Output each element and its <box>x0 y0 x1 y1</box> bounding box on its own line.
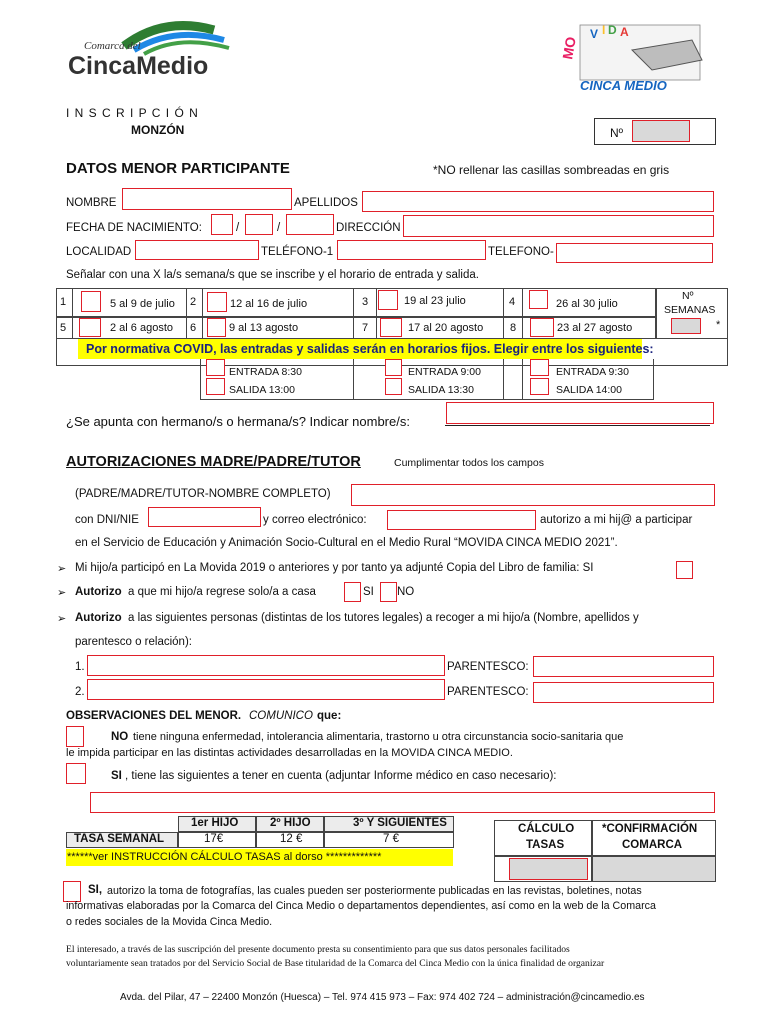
fecha-label: FECHA DE NACIMIENTO: <box>66 222 202 234</box>
direccion-label: DIRECCIÓN <box>336 222 401 234</box>
hermanos-line <box>445 425 710 426</box>
week-6-label: 9 al 13 agosto <box>229 322 299 334</box>
persona-1-label: 1. <box>75 661 85 673</box>
bullet-arrow-icon: ➢ <box>57 563 67 575</box>
gray-note: *NO rellenar las casillas sombreadas en gris <box>433 163 670 177</box>
salida-2-check[interactable] <box>385 378 402 395</box>
salida-1-check[interactable] <box>206 378 225 395</box>
calculo-tasas-field[interactable] <box>509 858 588 880</box>
obs-no-check[interactable] <box>66 726 84 747</box>
tasas-v2: 12 € <box>280 833 303 845</box>
senalar-text: Señalar con una X la/s semana/s que se inscribe y el horario de entrada y salida. <box>66 269 479 281</box>
obs-no-text: tiene ninguna enfermedad, intolerancia alimentaria, trastorno u otra circunstancia socio-sanitaria que <box>133 731 624 743</box>
movida-logo <box>559 20 712 100</box>
week-4-check[interactable] <box>529 290 548 309</box>
week-1-number: 1 <box>60 296 67 308</box>
week-3-label: 19 al 23 julio <box>404 295 466 307</box>
salida-1-label: SALIDA 13:00 <box>229 384 295 396</box>
covid-text: Por normativa COVID, las entradas y salidas serán en horarios fijos. Elegir entre los siguientes: <box>86 342 654 356</box>
week-8-check[interactable] <box>530 318 554 337</box>
week-5-check[interactable] <box>79 318 101 337</box>
tasas-nota: ******ver INSTRUCCIÓN CÁLCULO TASAS al dorso ************* <box>67 851 382 863</box>
persona-1-field[interactable] <box>87 655 445 676</box>
obs-si-bold: SI <box>111 770 122 782</box>
autorizo-personas-bold: Autorizo <box>75 612 122 624</box>
week-1-label: 5 al 9 de julio <box>110 298 175 310</box>
horario-sep <box>522 359 523 400</box>
obs-no-bold: NO <box>111 731 129 743</box>
tasas-h2: 2º HIJO <box>270 817 311 829</box>
horario-sep <box>353 359 354 400</box>
libro-familia-text: Mi hijo/a participó en La Movida 2019 o anteriores y por tanto ya adjunté Copia del Libro de familia: SI <box>75 562 594 574</box>
fotos-text1: autorizo la toma de fotografías, las cuales pueden ser posteriormente publicadas en las revistas, boletines, notas <box>107 885 642 897</box>
week-8-label: 23 al 27 agosto <box>557 322 633 334</box>
fecha-slash-1: / <box>236 222 240 234</box>
tasas-h1: 1er HIJO <box>191 817 239 829</box>
num-semanas-field[interactable] <box>671 318 701 334</box>
nombre-field[interactable] <box>122 188 292 210</box>
movida-logo-sub: CINCA MEDIO <box>580 78 667 93</box>
obs-si-text: , tiene las siguientes a tener en cuenta (adjuntar Informe médico en caso necesario): <box>125 770 557 782</box>
week-sep <box>202 288 203 339</box>
fecha-month-field[interactable] <box>245 214 273 235</box>
svg-text:D: D <box>608 23 617 37</box>
entrada-3-check[interactable] <box>530 359 549 376</box>
week-5-number: 5 <box>60 322 67 334</box>
obs-si-check[interactable] <box>66 763 86 784</box>
parentesco-1-field[interactable] <box>533 656 714 677</box>
tasas-row: TASA SEMANAL <box>74 833 165 845</box>
fotos-si-check[interactable] <box>63 881 81 902</box>
footer-address: Avda. del Pilar, 47 – 22400 Monzón (Huesca) – Tel. 974 415 973 – Fax: 974 402 724 – administración@cincamedio.es <box>120 992 645 1003</box>
entrada-2-check[interactable] <box>385 359 402 376</box>
numero-label: Nº <box>610 126 624 140</box>
entrada-1-label: ENTRADA 8:30 <box>229 366 302 378</box>
entrada-1-check[interactable] <box>206 359 225 376</box>
week-6-check[interactable] <box>207 318 226 337</box>
comarca-logo <box>64 16 239 84</box>
correo-label: y correo electrónico: <box>263 514 367 526</box>
persona-2-field[interactable] <box>87 679 445 700</box>
localidad-label: LOCALIDAD <box>66 246 132 258</box>
libro-familia-si-check[interactable] <box>676 561 693 579</box>
servicio-text: en el Servicio de Educación y Animación Socio-Cultural en el Medio Rural “MOVIDA CINCA MEDIO 2021”. <box>75 537 618 549</box>
num-semanas-label1: Nº <box>682 290 694 302</box>
place-label: MONZÓN <box>131 123 185 137</box>
confirm-label1: *CONFIRMACIÓN <box>602 823 698 835</box>
week-2-check[interactable] <box>207 292 227 312</box>
week-4-number: 4 <box>509 296 516 308</box>
localidad-field[interactable] <box>135 240 259 260</box>
obs-comunico: COMUNICO <box>249 710 313 722</box>
telefono1-field[interactable] <box>337 240 486 260</box>
casa-no-check[interactable] <box>380 582 397 602</box>
parentesco-1-label: PARENTESCO: <box>447 661 529 673</box>
week-sep <box>186 288 187 339</box>
comarca-logo-line2: CincaMedio <box>68 52 209 80</box>
week-7-label: 17 al 20 agosto <box>408 322 484 334</box>
telefono1-label: TELÉFONO-1 <box>261 246 334 258</box>
obs-detalle-field[interactable] <box>90 792 715 813</box>
parentesco-2-field[interactable] <box>533 682 714 703</box>
autorizo-casa-text: a que mi hijo/a regrese solo/a a casa <box>128 586 316 598</box>
tutor-nombre-field[interactable] <box>351 484 715 506</box>
calculo-label2: TASAS <box>526 839 565 851</box>
legal-line2: voluntariamente sean tratados por del Servicio Social de Base titularidad de la Comarca del Cinca Medio con la única finalidad de organizar <box>66 958 605 969</box>
week-1-check[interactable] <box>81 291 101 312</box>
fecha-slash-2: / <box>277 222 281 234</box>
fotos-text2: informativas elaboradas por la Comarca del Cinca Medio o departamentos dependientes, así como en la web de la Comarca <box>66 900 656 912</box>
correo-field[interactable] <box>387 510 536 530</box>
comarca-logo-line1: Comarca del <box>84 40 141 52</box>
telefono2-label: TELEFONO- <box>488 246 554 258</box>
week-7-check[interactable] <box>380 318 402 337</box>
autorizo-casa-bold: Autorizo <box>75 586 122 598</box>
bullet-arrow-icon: ➢ <box>57 613 67 625</box>
week-6-number: 6 <box>190 322 197 334</box>
salida-3-check[interactable] <box>530 378 549 395</box>
parentesco-relacion-text: parentesco o relación): <box>75 636 192 648</box>
fotos-si: SI, <box>88 884 103 896</box>
week-sep <box>522 288 523 339</box>
week-5-label: 2 al 6 agosto <box>110 322 173 334</box>
autorizo-text: autorizo a mi hij@ a participar <box>540 514 693 526</box>
apellidos-label: APELLIDOS <box>294 197 358 209</box>
fotos-text3: o redes sociales de la Movida Cinca Medio. <box>66 916 273 928</box>
numero-field[interactable] <box>632 120 690 142</box>
hermanos-label: ¿Se apunta con hermano/s o hermana/s? Indicar nombre/s: <box>66 414 410 429</box>
week-4-label: 26 al 30 julio <box>556 298 618 310</box>
confirm-label2: COMARCA <box>622 839 683 851</box>
num-semanas-star: * <box>716 319 721 331</box>
obs-que: que: <box>317 710 342 722</box>
week-sep <box>353 288 354 339</box>
casa-si-check[interactable] <box>344 582 361 602</box>
num-semanas-label2: SEMANAS <box>664 304 716 316</box>
entrada-3-label: ENTRADA 9:30 <box>556 366 629 378</box>
hermanos-field[interactable] <box>446 402 714 424</box>
svg-text:V: V <box>590 27 599 41</box>
direccion-field[interactable] <box>403 215 714 237</box>
bullet-arrow-icon: ➢ <box>57 587 67 599</box>
svg-text:I: I <box>602 23 606 37</box>
casa-no-label: NO <box>397 586 415 598</box>
confirm-value-cell <box>592 856 716 882</box>
salida-3-label: SALIDA 14:00 <box>556 384 622 396</box>
week-2-label: 12 al 16 de julio <box>230 298 308 310</box>
tutor-nombre-label: (PADRE/MADRE/TUTOR-NOMBRE COMPLETO) <box>75 488 331 500</box>
week-8-number: 8 <box>510 322 517 334</box>
obs-title: OBSERVACIONES DEL MENOR. <box>66 710 242 722</box>
apellidos-field[interactable] <box>362 191 714 212</box>
legal-line1: El interesado, a través de las suscripción del presente documento presta su consentimiento para que sus datos personales facilitados <box>66 944 570 955</box>
obs-no-text2: le impida participar en las distintas actividades desarrolladas en la MOVIDA CINCA MEDIO. <box>66 747 513 759</box>
week-sep <box>503 288 504 339</box>
week-sep <box>376 288 377 339</box>
dni-field[interactable] <box>148 507 261 527</box>
auth-title: AUTORIZACIONES MADRE/PADRE/TUTOR <box>66 454 361 470</box>
nombre-label: NOMBRE <box>66 197 117 209</box>
svg-text:MO: MO <box>559 35 579 61</box>
fecha-day-field[interactable] <box>211 214 233 235</box>
telefono2-field[interactable] <box>556 243 713 263</box>
datos-title: DATOS MENOR PARTICIPANTE <box>66 160 290 177</box>
casa-si-label: SI <box>363 586 374 598</box>
autorizo-personas-text: a las siguientes personas (distintas de los tutores legales) a recoger a mi hijo/a (Nombre, apellidos y <box>128 612 639 624</box>
svg-text:A: A <box>620 25 629 39</box>
tasas-v3: 7 € <box>383 833 399 845</box>
week-sep <box>72 288 73 339</box>
fecha-year-field[interactable] <box>286 214 334 235</box>
week-3-check[interactable] <box>378 290 398 310</box>
tasas-h3: 3º Y SIGUIENTES <box>353 817 447 829</box>
dni-label: con DNI/NIE <box>75 514 139 526</box>
calculo-label1: CÁLCULO <box>518 823 575 835</box>
tasas-v1: 17€ <box>204 833 224 845</box>
auth-sub: Cumplimentar todos los campos <box>394 457 544 469</box>
week-3-number: 3 <box>362 296 369 308</box>
week-7-number: 7 <box>362 322 369 334</box>
persona-2-label: 2. <box>75 686 85 698</box>
parentesco-2-label: PARENTESCO: <box>447 686 529 698</box>
horario-sep <box>503 359 504 400</box>
entrada-2-label: ENTRADA 9:00 <box>408 366 481 378</box>
inscripcion-title: I N S C R I P C I Ó N <box>66 106 199 120</box>
salida-2-label: SALIDA 13:30 <box>408 384 474 396</box>
week-2-number: 2 <box>190 296 197 308</box>
